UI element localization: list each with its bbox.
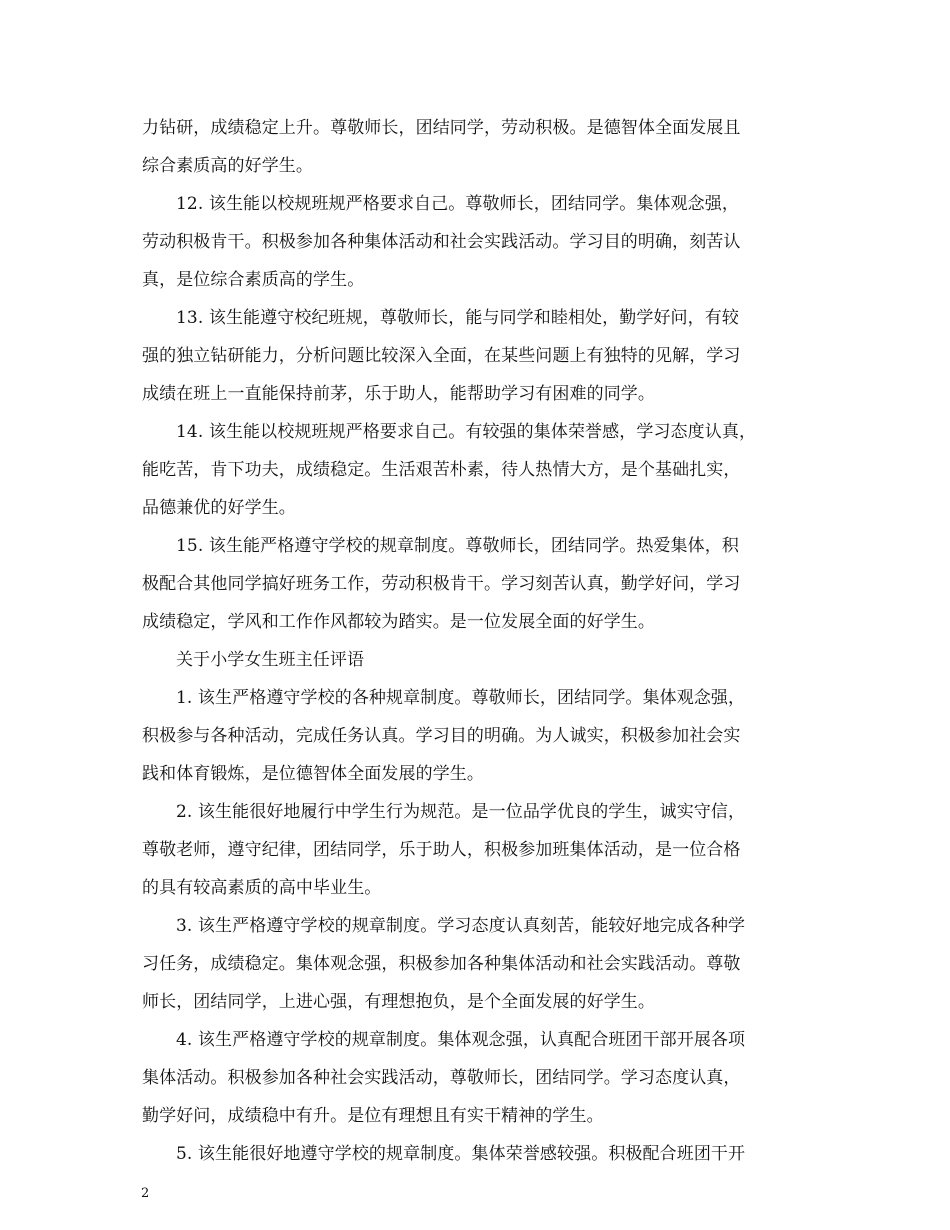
paragraph-12-start: 12. 该生能以校规班规严格要求自己。尊敬师长，团结同学。集体观念强， (176, 194, 739, 214)
paragraph-5-start: 5. 该生能很好地遵守学校的规章制度。集体荣誉感较强。积极配合班团干开 (176, 1144, 746, 1164)
text-line: 真，是位综合素质高的学生。 (142, 270, 365, 290)
text-line: 践和体育锻炼，是位德智体全面发展的学生。 (142, 764, 484, 784)
paragraph-13-start: 13. 该生能遵守校纪班规，尊敬师长，能与同学和睦相处，勤学好问，有较 (176, 308, 739, 328)
section-heading: 关于小学女生班主任评语 (176, 650, 365, 670)
text-line: 极配合其他同学搞好班务工作，劳动积极肯干。学习刻苦认真，勤学好问，学习 (142, 574, 741, 594)
text-line: 尊敬老师，遵守纪律，团结同学，乐于助人，积极参加班集体活动，是一位合格 (142, 840, 741, 860)
text-line: 力钻研，成绩稳定上升。尊敬师长，团结同学，劳动积极。是德智体全面发展且 (142, 118, 741, 138)
paragraph-1-start: 1. 该生严格遵守学校的各种规章制度。尊敬师长，团结同学。集体观念强， (176, 688, 746, 708)
text-line: 勤学好问，成绩稳中有升。是位有理想且有实干精神的学生。 (142, 1106, 604, 1126)
text-line: 积极参与各种活动，完成任务认真。学习目的明确。为人诚实，积极参加社会实 (142, 726, 741, 746)
paragraph-14-start: 14. 该生能以校规班规严格要求自己。有较强的集体荣誉感，学习态度认真， (176, 422, 757, 442)
text-line: 的具有较高素质的高中毕业生。 (142, 878, 382, 898)
text-line: 品德兼优的好学生。 (142, 498, 296, 518)
text-line: 强的独立钻研能力，分析问题比较深入全面，在某些问题上有独特的见解，学习 (142, 346, 741, 366)
text-line: 劳动积极肯干。积极参加各种集体活动和社会实践活动。学习目的明确，刻苦认 (142, 232, 741, 252)
text-line: 师长，团结同学，上进心强，有理想抱负，是个全面发展的好学生。 (142, 992, 655, 1012)
text-line: 能吃苦，肯下功夫，成绩稳定。生活艰苦朴素，待人热情大方，是个基础扎实， (142, 460, 741, 480)
page-number: 2 (141, 1186, 150, 1201)
paragraph-3-start: 3. 该生严格遵守学校的规章制度。学习态度认真刻苦，能较好地完成各种学 (176, 916, 746, 936)
text-line: 综合素质高的好学生。 (142, 156, 313, 176)
paragraph-15-start: 15. 该生能严格遵守学校的规章制度。尊敬师长，团结同学。热爱集体，积 (176, 536, 739, 556)
paragraph-2-start: 2. 该生能很好地履行中学生行为规范。是一位品学优良的学生，诚实守信， (176, 802, 746, 822)
paragraph-4-start: 4. 该生严格遵守学校的规章制度。集体观念强，认真配合班团干部开展各项 (176, 1030, 746, 1050)
text-line: 成绩稳定，学风和工作作风都较为踏实。是一位发展全面的好学生。 (142, 612, 655, 632)
text-line: 习任务，成绩稳定。集体观念强，积极参加各种集体活动和社会实践活动。尊敬 (142, 954, 741, 974)
text-line: 集体活动。积极参加各种社会实践活动，尊敬师长，团结同学。学习态度认真， (142, 1068, 741, 1088)
text-line: 成绩在班上一直能保持前茅，乐于助人，能帮助学习有困难的同学。 (142, 384, 655, 404)
